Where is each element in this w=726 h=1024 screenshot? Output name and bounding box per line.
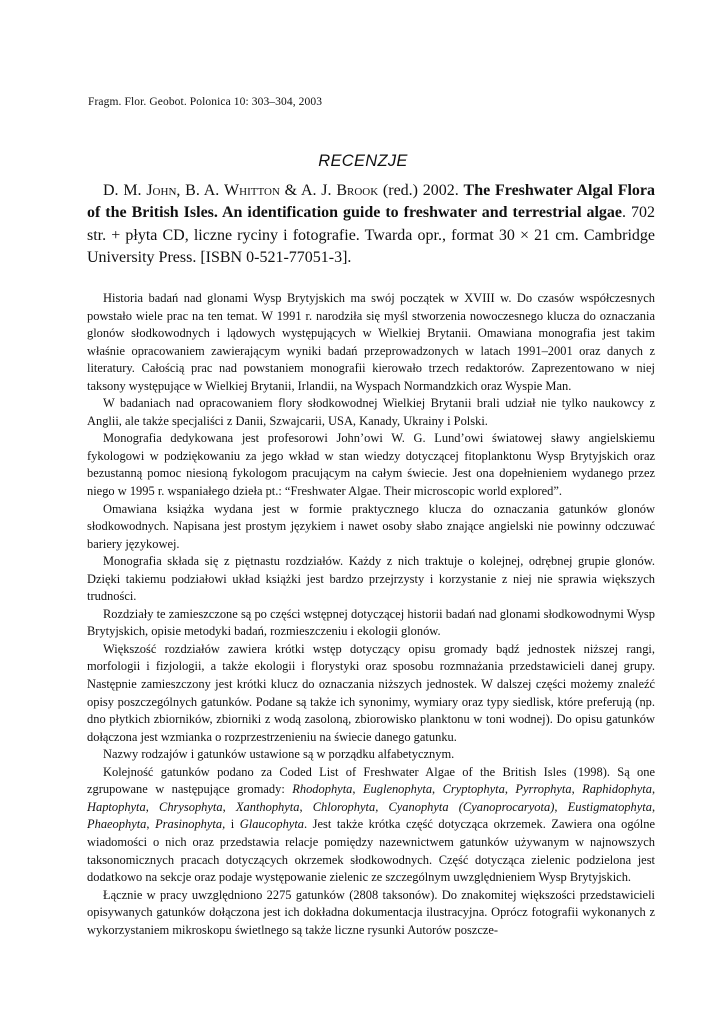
paragraph-6: Rozdziały te zamieszczone są po części wstępnej dotyczącej historii badań nad glonami słodkowodnymi Wysp Brytyjskich, opisie metodyki badań, rozmieszczeniu i ekologii glonów.: [87, 606, 655, 639]
paragraph-1: Historia badań nad glonami Wysp Brytyjskich ma swój początek w XVIII w. Do czasów współczesnych powstało wiele prac na ten temat. W 1991 r. narodziła się myśl stworzenia nowoczesnego klucza do oznaczania glonów słodkowodnych i lądowych występujących w Wielkiej Brytanii. Omawiana monografia jest takim właśnie opracowaniem zawierającym wyniki badań przeprowadzonych w latach 1991–2001 oraz danych z literatury. Całością prac nad powstaniem monografii kierowało trzech redaktorów. Zaprezentowano w niej taksony występujące w Wielkiej Brytanii, Irlandii, na Wyspach Normandzkich oraz Wyspie Man.: [87, 291, 655, 393]
journal-reference: Fragm. Flor. Geobot. Polonica 10: 303–304, 2003: [88, 96, 323, 108]
paragraph-5: Monografia składa się z piętnastu rozdziałów. Każdy z nich traktuje o kolejnej, odrębnej grupie glonów. Dzięki takiemu podziałowi układ książki jest bardzo przejrzysty i korzystanie z niej nie sprawia większych trudności.: [87, 554, 655, 604]
author-1-name: John: [146, 182, 177, 199]
paragraph-7: Większość rozdziałów zawiera krótki wstęp dotyczący opisu gromady bądź jednostek niższej rangi, morfologii i fizjologii, a także ekologii i florystyki oraz sposobu rozmnażania przedstawicieli danej grupy. Następnie zamieszczony jest krótki klucz do oznaczania niższych jednostek. W dalszej części możemy znaleźć opisy poszczególnych gatunków. Podane są także ich synonimy, wymiary oraz typy siedlisk, które preferują (np. dno płytkich zbiorników, zbiorniki z wodą zasoloną, zbiorowisko planktonu w toni wodnej). Do opisu gatunków dołączona jest wzmianka o rozprzestrzenieniu na świecie danego gatunku.: [87, 641, 655, 744]
taxon-xanthophyta: Xanthophyta: [235, 799, 300, 814]
editor-year: (red.) 2002.: [378, 182, 464, 199]
taxon-euglenophyta: Euglenophyta: [362, 782, 433, 797]
taxon-chrysophyta: Chrysophyta: [159, 799, 223, 814]
author-sep-1: , B. A.: [176, 182, 225, 199]
section-title: RECENZJE: [318, 152, 408, 170]
paragraph-8: Nazwy rodzajów i gatunków ustawione są w porządku alfabetycznym.: [103, 747, 455, 762]
paragraph-10: Łącznie w pracy uwzględniono 2275 gatunków (2808 taksonów). Do znakomitej większości przedstawicieli opisywanych gatunków dołączona jest ich dokładna dokumentacja ilustracyjna. Oprócz fotografii wykonanych z wykorzystaniem mikroskopu świetlnego są także liczne rysunki Autorów poszcze-: [87, 887, 655, 937]
author-3-name: Brook: [336, 182, 379, 199]
review-body: [87, 290, 655, 939]
author-1-initials: D. M.: [103, 182, 147, 199]
author-2-name: Whitton: [224, 182, 280, 199]
taxon-chlorophyta: Chlorophyta: [312, 799, 376, 814]
paragraph-9: Kolejność gatunków podano za Coded List of Freshwater Algae of the British Isles (1998). Są one zgrupowane w następujące gromady: Rhodophyta, Euglenophyta, Cryptophyta, Pyrrophyta, Raphidophyta, Haptophyta, Chrysophyta, Xanthophyta, Chlorophyta, Cyanophyta (Cyanoprocaryota), Eustigmatophyta, Phaeophyta, Prasinophyta, i Glaucophyta. Jest także krótka część dotycząca okrzemek. Zawiera ona ogólne wiadomości o nich oraz przedstawia relacje pomiędzy nazewnictwem gatunków używanym w najnowszych taksonomicznych pracach dotyczących okrzemek słodkowodnych. Część dotycząca zielenic podzielona jest dodatkowo na sekcje oraz podaje występowanie zielenic ze szczególnym uwzględnieniem Wysp Brytyjskich.: [87, 764, 656, 885]
taxon-eustigmatophyta: Eustigmatophyta: [567, 799, 652, 814]
paragraph-3: Monografia dedykowana jest profesorowi John’owi W. G. Lund’owi światowej sławy angielskiemu fykologowi w podziękowaniu za jego wkład w stan wiedzy dotyczącej fitoplanktonu Wysp Brytyjskich oraz bezustanną pomoc niesioną fykologom pracującym na całym świecie. Jest ona dopełnieniem wydanego przez niego w 1995 r. wspaniałego dzieła pt.: “Freshwater Algae. Their microscopic world explored”.: [87, 431, 655, 499]
taxon-cyanophyta: Cyanophyta (Cyanoprocaryota): [388, 799, 555, 814]
p9-intro: Kolejność gatunków podano za Coded List of Freshwater Algae of the British Isles (1998). Są one zgrupowane w następujące gromady:: [87, 764, 655, 797]
book-details: . 702 str. + płyta CD, liczne ryciny i fotografie. Twarda opr., format 30 × 21 cm. Cambridge University Press. [ISBN 0-521-77051-3].: [87, 204, 656, 267]
p9-conjunction: i: [225, 817, 240, 832]
book-citation: [87, 180, 655, 270]
paragraph-4: Omawiana książka wydana jest w formie praktycznego klucza do oznaczania gatunków glonów słodkowodnych. Napisana jest prostym językiem i nawet osoby słabo znające angielski nie powinny odczuwać bariery językowej.: [87, 501, 655, 551]
taxon-cryptophyta: Cryptophyta: [442, 782, 505, 797]
book-title: The Freshwater Algal Flora of the British Isles. An identification guide to freshwater and terrestrial algae: [87, 182, 656, 222]
author-sep-2: & A. J.: [279, 182, 337, 199]
p9-rest: . Jest także krótka część dotycząca okrzemek. Zawiera ona ogólne wiadomości o nich oraz przedstawia relacje pomiędzy nazewnictwem gatunków używanym w najnowszych taksonomicznych pracach dotyczących okrzemek słodkowodnych. Część dotycząca zielenic podzielona jest dodatkowo na sekcje oraz podaje występowanie zielenic ze szczególnym uwzględnieniem Wysp Brytyjskich.: [87, 817, 655, 885]
taxon-haptophyta: Haptophyta: [87, 799, 146, 814]
paragraph-2: W badaniach nad opracowaniem flory słodkowodnej Wielkiej Brytanii brali udział nie tylko naukowcy z Anglii, ale także specjaliści z Danii, Szwajcarii, USA, Kanady, Ukrainy i Polski.: [87, 396, 655, 428]
taxon-phaeophyta: Phaeophyta: [87, 817, 147, 832]
taxon-raphidophyta: Raphidophyta: [582, 782, 652, 797]
taxon-pyrrophyta: Pyrrophyta: [515, 782, 572, 797]
taxon-prasinophyta: Prasinophyta,: [155, 817, 226, 832]
taxon-glaucophyta: Glaucophyta: [239, 817, 304, 832]
taxon-rhodophyta: Rhodophyta: [292, 782, 353, 797]
